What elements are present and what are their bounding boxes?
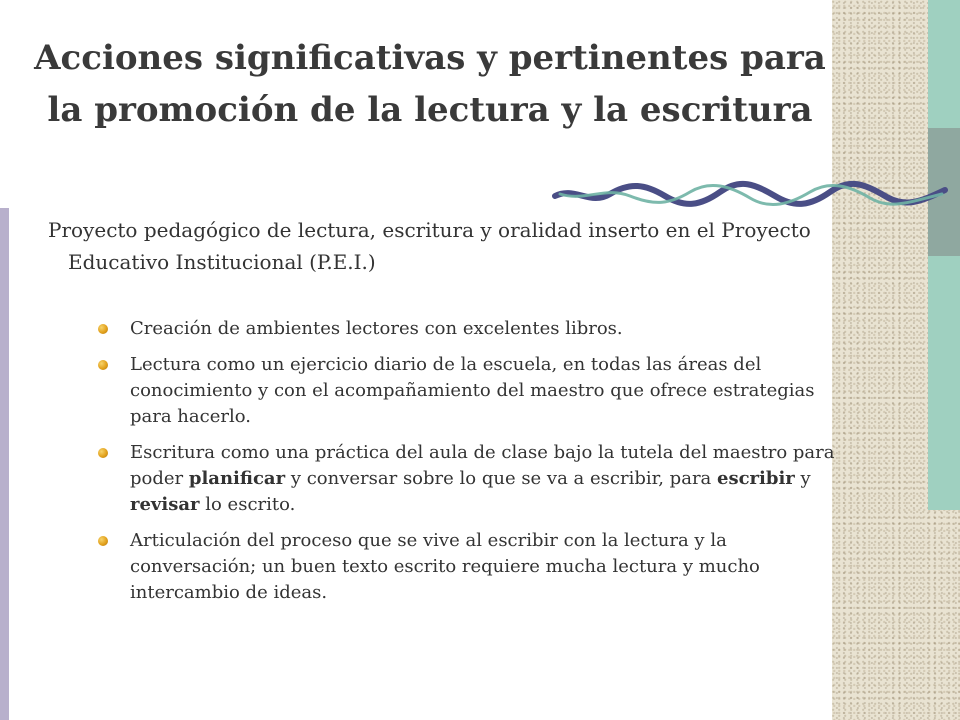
bullet-dot-icon [98, 448, 108, 458]
intro-text: Proyecto pedagógico de lectura, escritura y oralidad inserto en el Proyecto Educativo Institucional (P.E.I.) [48, 218, 811, 274]
bold-revisar: revisar [130, 494, 200, 515]
bullet-text: Creación de ambientes lectores con excelentes libros. [130, 318, 623, 339]
bullet-text [130, 442, 834, 515]
list-item [98, 528, 848, 606]
squiggle-decoration [550, 180, 950, 210]
left-lavender-strip [0, 208, 9, 720]
list-item [98, 440, 848, 518]
bold-planificar: planificar [188, 468, 286, 489]
bullet-text: Lectura como un ejercicio diario de la escuela, en todas las áreas del conocimiento y con el acompañamiento del maestro que ofrece estrategias para hacerlo. [130, 354, 815, 427]
bullet-dot-icon [98, 324, 108, 334]
bullet-dot-icon [98, 536, 108, 546]
list-item [98, 316, 848, 342]
list-item [98, 352, 848, 430]
slide-title: Acciones significativas y pertinentes para la promoción de la lectura y la escritura [34, 38, 826, 130]
bullet-dot-icon [98, 360, 108, 370]
bullet-text: Articulación del proceso que se vive al escribir con la lectura y la conversación; un buen texto escrito requiere mucha lectura y mucho intercambio de ideas. [130, 530, 760, 603]
text-part: y [794, 468, 811, 489]
text-part: lo escrito. [199, 494, 296, 515]
text-part: y conversar sobre lo que se va a escribir, para [285, 468, 717, 489]
bold-escribir: escribir [717, 468, 795, 489]
bullet-list [98, 316, 848, 616]
text-part: Escritura como una práctica del aula de clase bajo la tutela del maestro para poder [130, 442, 835, 489]
